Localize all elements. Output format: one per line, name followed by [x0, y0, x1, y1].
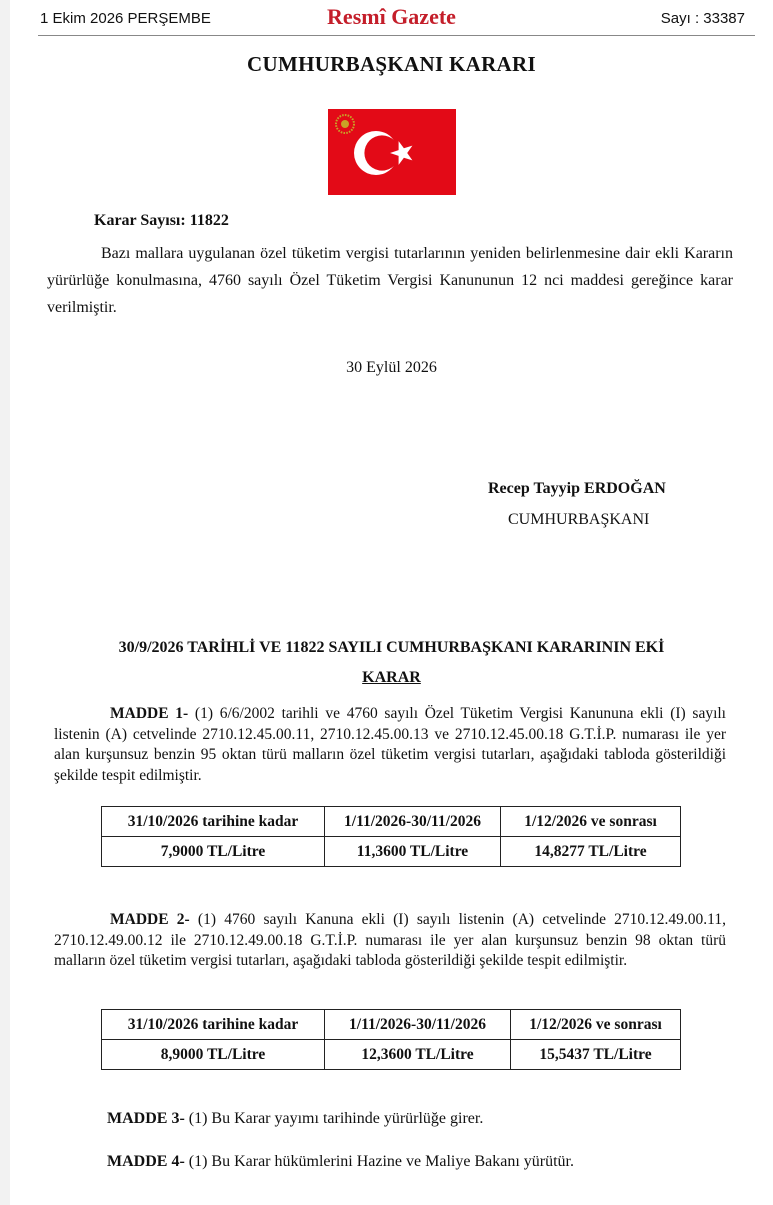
annex-title: 30/9/2026 TARİHLİ VE 11822 SAYILI CUMHURBAŞKANI KARARININ EKİ	[118, 639, 665, 656]
article-3-text: (1) Bu Karar yayımı tarihinde yürürlüğe girer.	[184, 1110, 484, 1127]
article-1-label: MADDE 1-	[110, 705, 189, 722]
table-cell: 14,8277 TL/Litre	[501, 837, 681, 867]
article-1	[54, 704, 726, 786]
table-row	[102, 837, 681, 867]
table-cell: 12,3600 TL/Litre	[325, 1040, 511, 1070]
article-3	[107, 1110, 483, 1128]
table-header-cell: 31/10/2026 tarihine kadar	[102, 807, 325, 837]
article-2-text: (1) 4760 sayılı Kanuna ekli (I) sayılı listenin (A) cetvelinde 2710.12.49.00.11, 2710.12.49.00.12 ile 2710.12.49.00.18 G.T.İ.P. numarası ile yer alan kurşunsuz benzin 98 oktan türü malların özel tüketim vergisi tutarları, aşağıdaki tabloda gösterildiği şekilde tespit edilmiştir.	[54, 911, 726, 969]
article-1-text: (1) 6/6/2002 tarihli ve 4760 sayılı Özel Tüketim Vergisi Kanununa ekli (I) sayılı listenin (A) cetvelinde 2710.12.45.00.11, 2710.12.45.00.13 ve 2710.12.45.00.18 G.T.İ.P. numarası ile yer alan kurşunsuz benzin 95 oktan türü malların özel tüketim vergisi tutarları, aşağıdaki tabloda gösterildiği şekilde tespit edilmiştir.	[54, 705, 726, 784]
decision-date: 30 Eylül 2026	[346, 359, 437, 376]
header-date: 1 Ekim 2026 PERŞEMBE	[40, 10, 211, 27]
annex-heading	[50, 633, 733, 693]
intro-text: Bazı mallara uygulanan özel tüketim vergisi tutarlarının yeniden belirlenmesine dair ekli Kararın yürürlüğe konulmasına, 4760 sayılı Özel Tüketim Vergisi Kanununun 12 nci maddesi gereğince karar verilmiştir.	[47, 245, 733, 316]
signatory-name: Recep Tayyip ERDOĞAN	[488, 480, 666, 497]
annex-subtitle: KARAR	[362, 669, 421, 686]
issue-number: Sayı : 33387	[660, 10, 745, 27]
table-header-cell: 1/11/2026-30/11/2026	[325, 807, 501, 837]
turkish-flag-icon	[328, 109, 456, 195]
document-title: CUMHURBAŞKANI KARARI	[247, 52, 536, 76]
table-cell: 11,3600 TL/Litre	[325, 837, 501, 867]
decision-number: Karar Sayısı: 11822	[94, 212, 229, 229]
table-header-row	[102, 807, 681, 837]
table-header-cell: 1/12/2026 ve sonrası	[511, 1010, 681, 1040]
rates-table-98-octane	[101, 1009, 681, 1070]
article-4-text: (1) Bu Karar hükümlerini Hazine ve Maliye Bakanı yürütür.	[184, 1153, 574, 1170]
header-divider	[38, 35, 755, 36]
table-cell: 7,9000 TL/Litre	[102, 837, 325, 867]
gazette-page	[10, 0, 773, 1205]
table-row	[102, 1040, 681, 1070]
article-2-label: MADDE 2-	[110, 911, 190, 928]
intro-paragraph	[47, 240, 733, 321]
table-header-row	[102, 1010, 681, 1040]
signatory-title: CUMHURBAŞKANI	[508, 511, 650, 528]
table-cell: 15,5437 TL/Litre	[511, 1040, 681, 1070]
gazette-title: Resmî Gazete	[327, 4, 456, 29]
table-cell: 8,9000 TL/Litre	[102, 1040, 325, 1070]
rates-table-95-octane	[101, 806, 681, 867]
table-header-cell: 1/12/2026 ve sonrası	[501, 807, 681, 837]
article-2	[54, 910, 726, 972]
article-4	[107, 1153, 574, 1171]
article-3-label: MADDE 3-	[107, 1110, 185, 1127]
table-header-cell: 1/11/2026-30/11/2026	[325, 1010, 511, 1040]
article-4-label: MADDE 4-	[107, 1153, 185, 1170]
table-header-cell: 31/10/2026 tarihine kadar	[102, 1010, 325, 1040]
